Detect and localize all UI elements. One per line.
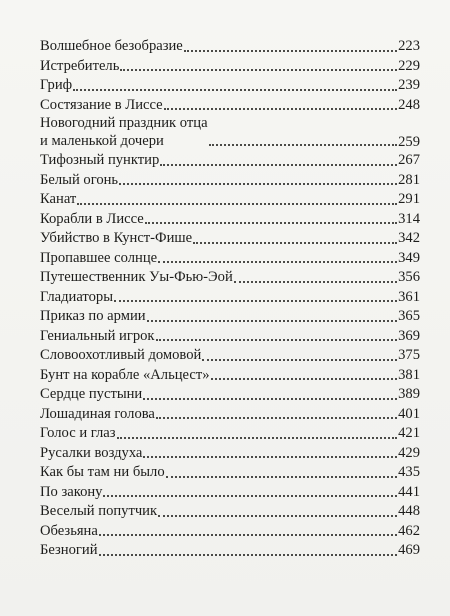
toc-entry-title: Корабли в Лиссе	[40, 210, 144, 227]
toc-entry-title: Словоохотливый домовой	[40, 347, 202, 363]
toc-entry-title: Истребитель	[40, 57, 120, 74]
toc-entry	[40, 37, 420, 57]
dot-leader	[120, 57, 397, 71]
toc-entry-title: Тифозный пунктир	[40, 152, 160, 168]
toc-entry	[40, 463, 420, 483]
toc-entry-page-number: 381	[398, 366, 420, 383]
toc-entry	[40, 502, 420, 522]
toc-entry-title: Веселый попутчик	[40, 503, 158, 519]
dot-leader	[184, 38, 397, 52]
toc-entry-page-number: 389	[398, 386, 420, 402]
toc-entry-page-number: 369	[398, 327, 420, 344]
dot-leader	[166, 464, 397, 478]
toc-entry-page-number: 356	[398, 269, 420, 285]
dot-leader	[73, 77, 397, 91]
dot-leader	[164, 96, 397, 110]
toc-entry	[40, 249, 420, 269]
dot-leader	[117, 425, 398, 439]
toc-entry-title: Белый огонь	[40, 171, 119, 188]
toc-entry	[40, 424, 420, 444]
toc-entry-page-number: 462	[398, 522, 420, 539]
toc-entry	[40, 405, 420, 425]
toc-entry-page-number: 291	[398, 191, 420, 207]
dot-leader	[119, 171, 397, 185]
toc-entry	[40, 210, 420, 230]
toc-entry-title: Русалки воздуха	[40, 444, 143, 461]
toc-entry-title: Пропавшее солнце	[40, 249, 158, 266]
toc-entry-page-number: 448	[398, 503, 420, 519]
toc-entry-title: Путешественник Уы-Фью-Эой	[40, 269, 233, 285]
toc-entry	[40, 307, 420, 327]
toc-entry-title-line-2: и маленькой дочери	[40, 133, 164, 149]
toc-entry-title: Состязание в Лиссе	[40, 96, 163, 113]
toc-entry-title: Гриф	[40, 77, 73, 93]
dot-leader	[158, 503, 397, 517]
dot-leader	[143, 444, 397, 458]
toc-entry-title: По закону	[40, 483, 103, 500]
toc-entry	[40, 268, 420, 288]
toc-entry-title: Бунт на корабле «Альцест»	[40, 366, 210, 383]
toc-entry	[40, 171, 420, 191]
toc-entry-page-number: 248	[398, 96, 420, 113]
dot-leader	[145, 210, 397, 224]
dot-leader	[99, 542, 398, 556]
toc-entry-page-number: 401	[398, 405, 420, 422]
dot-leader	[211, 366, 398, 380]
toc-entry-title: Голос и глаз	[40, 425, 116, 441]
toc-entry-page-number: 435	[398, 464, 420, 480]
toc-entry-page-number: 229	[398, 57, 420, 74]
toc-entry-page-number: 239	[398, 77, 420, 93]
toc-entry-page-number: 429	[398, 444, 420, 461]
toc-entry-title: Безногий	[40, 542, 98, 558]
dot-leader	[209, 132, 398, 146]
toc-entry-title: Убийство в Кунст-Фише	[40, 230, 193, 246]
dot-leader	[158, 249, 397, 263]
dot-leader	[193, 230, 397, 244]
dot-leader	[147, 308, 398, 322]
toc-entry	[40, 229, 420, 249]
dot-leader	[156, 405, 397, 419]
toc-entry-title: Канат	[40, 191, 77, 207]
toc-entry	[40, 522, 420, 542]
toc-entry-title: Лошадиная голова	[40, 405, 155, 422]
toc-entry-title-line-1: Новогодний праздник отца	[40, 115, 208, 131]
toc-entry-page-number: 267	[398, 152, 420, 168]
toc-entry	[40, 57, 420, 77]
toc-entry-page-number: 349	[398, 249, 420, 266]
dot-leader	[103, 483, 397, 497]
toc-entry	[40, 366, 420, 386]
dot-leader	[234, 269, 397, 283]
toc-entry-title: Гладиаторы	[40, 288, 114, 305]
toc-entry-page-number: 223	[398, 38, 420, 54]
toc-entry-page-number: 469	[398, 542, 420, 558]
toc-entry	[40, 483, 420, 503]
toc-entry	[40, 96, 420, 116]
dot-leader	[156, 327, 398, 341]
dot-leader	[143, 386, 397, 400]
table-of-contents	[40, 37, 420, 561]
toc-entry-title: Гениальный игрок	[40, 327, 155, 344]
dot-leader	[114, 288, 397, 302]
dot-leader	[77, 191, 397, 205]
toc-entry	[40, 444, 420, 464]
toc-entry-page-number: 361	[398, 288, 420, 305]
toc-entry	[40, 385, 420, 405]
toc-entry-page-number: 365	[398, 308, 420, 324]
toc-entry-page-number: 281	[398, 171, 420, 188]
toc-entry	[40, 115, 420, 151]
toc-entry-title	[40, 115, 208, 151]
toc-entry-title: Приказ по армии	[40, 308, 146, 324]
toc-entry-title: Волшебное безобразие	[40, 38, 183, 54]
dot-leader	[99, 522, 397, 536]
toc-entry	[40, 151, 420, 171]
toc-entry	[40, 541, 420, 561]
toc-entry-title: Как бы там ни было	[40, 464, 165, 480]
toc-entry	[40, 76, 420, 96]
toc-entry	[40, 346, 420, 366]
dot-leader	[160, 152, 397, 166]
toc-entry-page-number: 342	[398, 230, 420, 246]
toc-entry	[40, 190, 420, 210]
toc-entry-title: Обезьяна	[40, 522, 98, 539]
toc-entry	[40, 288, 420, 308]
toc-entry-page-number: 314	[398, 210, 420, 227]
toc-entry	[40, 327, 420, 347]
toc-entry-title: Сердце пустыни	[40, 386, 143, 402]
toc-entry-page-number: 259	[398, 134, 420, 150]
toc-entry-page-number: 441	[398, 483, 420, 500]
toc-entry-page-number: 421	[398, 425, 420, 441]
dot-leader	[202, 347, 397, 361]
toc-entry-page-number: 375	[398, 347, 420, 363]
